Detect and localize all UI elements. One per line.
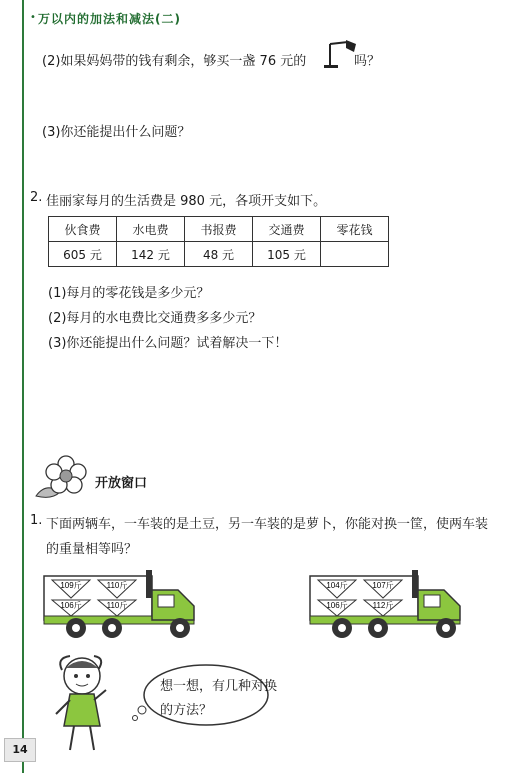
thought-bubble-text [160,675,277,723]
page-header: 万以内的加法和减法(二) [38,12,181,26]
flower-icon [32,452,92,502]
table-cell: 142 元 [117,242,185,267]
basket-label: 106斤 [326,601,348,610]
basket-label: 112斤 [372,601,394,610]
table-header-cell: 零花钱 [321,217,389,242]
bubble-line-2: 的方法？ [160,703,213,718]
open-problem-1-number: 1. [30,513,43,528]
truck-right-icon [308,568,468,640]
fee-table [48,216,389,267]
problem-2-question-2: (2)每月的水电费比交通费多多少元？ [48,311,262,326]
basket-label: 110斤 [106,581,128,590]
open-problem-1-line-1: 下面两辆车，一车装的是土豆，另一车装的是萝卜，你能对换一筐，使两车装 [46,517,489,532]
header-bullet: • [30,12,36,23]
table-header-cell: 伙食费 [49,217,117,242]
margin-line [22,0,24,773]
problem-2-question-1: (1)每月的零花钱是多少元？ [48,286,210,301]
table-cell: 105 元 [253,242,321,267]
table-cell [321,242,389,267]
question-2-sub-2-suffix: 吗？ [354,54,381,69]
open-problem-1-line-2: 的重量相等吗？ [46,542,138,557]
table-header-cell: 书报费 [185,217,253,242]
basket-label: 106斤 [60,601,82,610]
truck-left-icon [42,568,202,640]
table-header-cell: 交通费 [253,217,321,242]
question-text: (2)如果妈妈带的钱有剩余，够买一盏 76 元的 [42,54,307,69]
table-cell: 48 元 [185,242,253,267]
basket-label: 110斤 [106,601,128,610]
bubble-line-1: 想一想，有几种对换 [160,679,278,694]
girl-character-icon [48,650,128,760]
question-2-sub-3: (3)你还能提出什么问题？ [42,125,191,140]
problem-2-text: 佳丽家每月的生活费是 980 元，各项开支如下。 [46,194,327,209]
page-number: 14 [4,738,36,762]
basket-label: 104斤 [326,581,348,590]
basket-label: 109斤 [60,581,82,590]
question-2-sub-2 [42,50,306,69]
table-header-cell: 水电费 [117,217,185,242]
table-cell: 605 元 [49,242,117,267]
table-row [49,242,389,267]
open-window-title: 开放窗口 [95,476,148,491]
basket-label: 107斤 [372,581,394,590]
problem-2-number: 2. [30,190,43,205]
table-header-row [49,217,389,242]
problem-2-question-3: (3)你还能提出什么问题？试着解决一下！ [48,336,288,351]
